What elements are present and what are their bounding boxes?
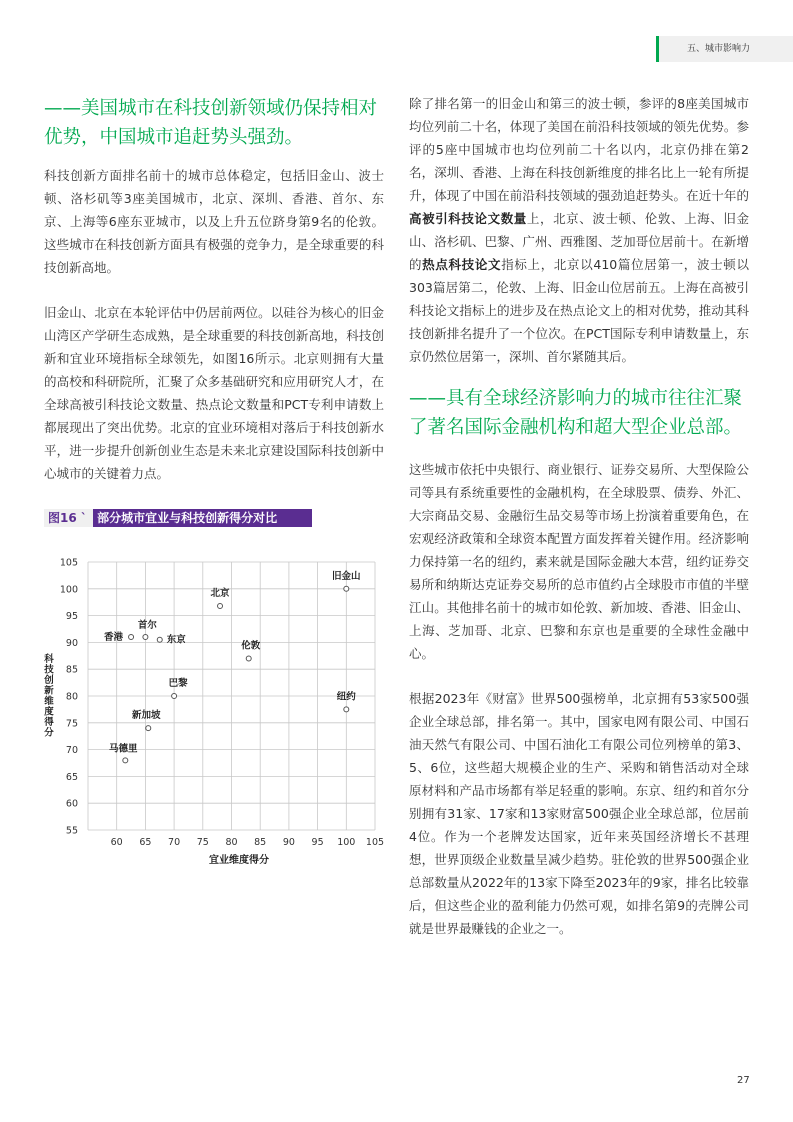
scatter-chart xyxy=(40,550,390,870)
data-point xyxy=(172,694,177,699)
x-tick-label: 90 xyxy=(282,837,295,848)
data-point xyxy=(146,726,151,731)
paragraph: 这些城市依托中央银行、商业银行、证券交易所、大型保险公司等具有系统重要性的金融机构，在全球股票、债券、外汇、大宗商品交易、金融衍生品交易等市场上扮演着重要角色，在宏观经济政策和全球资本配置方面发挥着关键作用。经济影响力保持第一名的纽约，素来就是国际金融大本营，纽约证券交易所和纳斯达克证券交易所的总市值约占全球股市市值的半壁江山。其他排名前十的城市如伦敦、新加坡、香港、旧金山、上海、芝加哥、北京、巴黎和东京也是重要的全球性金融中心。 xyxy=(409,462,749,661)
data-point xyxy=(344,707,349,712)
y-tick-label: 70 xyxy=(65,745,78,757)
data-point xyxy=(344,586,349,591)
point-label: 伦敦 xyxy=(241,640,261,652)
y-tick-label: 55 xyxy=(65,825,78,837)
y-tick-label: 85 xyxy=(65,664,78,676)
y-axis-label-char: 科 xyxy=(44,654,54,665)
data-point xyxy=(123,758,128,763)
y-axis-label-char: 分 xyxy=(44,727,54,739)
chart-grid xyxy=(88,562,375,830)
y-axis-label xyxy=(43,653,54,739)
point-label: 北京 xyxy=(210,587,230,599)
bold-term: 热点科技论文 xyxy=(422,257,502,272)
y-axis-label-char: 维 xyxy=(44,696,54,707)
y-tick-label: 75 xyxy=(65,718,78,730)
y-tick-label: 60 xyxy=(65,798,78,810)
data-point xyxy=(218,603,223,608)
y-tick-label: 95 xyxy=(65,611,78,623)
point-label: 新加坡 xyxy=(132,710,161,722)
page-number: 27 xyxy=(737,1075,750,1086)
figure-title: 部分城市宜业与科技创新得分对比 xyxy=(97,511,278,525)
right-column xyxy=(409,92,749,940)
x-tick-label: 80 xyxy=(225,837,238,848)
x-tick-label: 75 xyxy=(196,837,209,848)
data-point xyxy=(246,656,251,661)
y-tick-label: 100 xyxy=(59,584,78,596)
y-tick-label: 80 xyxy=(65,691,78,703)
section-heading-economy: ——具有全球经济影响力的城市往往汇聚了著名国际金融机构和超大型企业总部。 xyxy=(409,388,743,438)
y-axis-label-char: 创 xyxy=(44,675,54,686)
y-axis-label-char: 度 xyxy=(44,706,54,718)
paragraph: 旧金山、北京在本轮评估中仍居前两位。以硅谷为核心的旧金山湾区产学研生态成熟，是全球重要的科技创新高地，科技创新和宜业环境指标全球领先，如图16所示。北京则拥有大量的高校和科研院所，汇聚了众多基础研究和应用研究人才，在全球高被引科技论文数量、热点论文数量和PCT专利申请数上都展现出了突出优势。北京的宜业环境相对落后于科技创新水平，进一步提升创新创业生态是未来北京建设国际科技创新中心城市的关键着力点。 xyxy=(44,305,384,481)
x-tick-label: 100 xyxy=(337,837,356,848)
chart-points xyxy=(104,570,361,763)
point-label: 首尔 xyxy=(137,620,157,632)
point-label: 巴黎 xyxy=(168,678,188,689)
y-tick-label: 90 xyxy=(65,637,78,649)
x-tick-label: 65 xyxy=(139,837,152,848)
point-label: 东京 xyxy=(166,634,186,646)
point-label: 旧金山 xyxy=(332,570,361,582)
chart-ticks xyxy=(60,558,384,849)
x-tick-label: 85 xyxy=(254,837,267,848)
left-column xyxy=(44,94,384,485)
paragraph: 根据2023年《财富》世界500强榜单，北京拥有53家500强企业全球总部，排名第一。其中，国家电网有限公司、中国石油天然气有限公司、中国石油化工有限公司位列榜单的第3、5、6位，这些超大规模企业的生产、采购和销售活动对全球原材料和产品市场都有举足轻重的影响。东京、纽约和首尔分别拥有31家、17家和13家财富500强企业全球总部，位居前4位。作为一个老牌发达国家，近年来英国经济增长不甚理想，世界顶级企业数量呈减少趋势。驻伦敦的世界500强企业总部数量从2022年的13家下降至2023年的9家，排名比较靠后，但这些企业的盈利能力仍然可观，如排名第9的壳牌公司就是世界最赚钱的企业之一。 xyxy=(409,691,749,936)
x-tick-label: 105 xyxy=(365,837,385,848)
section-header: 五、城市影响力 xyxy=(656,36,793,62)
x-tick-label: 95 xyxy=(311,837,324,848)
paragraph: 除了排名第一的旧金山和第三的波士顿，参评的8座美国城市均位列前二十名，体现了美国在前沿科技领域的领先优势。参评的5座中国城市也均位列前二十名以内，北京仍排在第2名，深圳、香港、上海在科技创新维度的排名比上一轮有所提升，体现了中国在前沿科技领域的强劲追赶势头。在近十年的高被引科技论文数量上，北京、波士顿、伦敦、上海、旧金山、洛杉矶、巴黎、广州、西雅图、芝加哥位居前十。在新增的热点科技论文指标上，北京以410篇位居第一，波士顿以303篇居第二，伦敦、上海、旧金山位居前五。上海在高被引科技论文指标上的进步及在热点论文上的相对优势，推动其科技创新排名提升了一个位次。在PCT国际专利申请数量上，东京仍然位居第一，深圳、首尔紧随其后。 xyxy=(409,96,749,364)
x-tick-label: 70 xyxy=(168,837,181,848)
y-axis-label-char: 新 xyxy=(44,685,54,697)
data-point xyxy=(143,635,148,640)
point-label: 马德里 xyxy=(109,743,138,755)
paragraph: 科技创新方面排名前十的城市总体稳定，包括旧金山、波士顿、洛杉矶等3座美国城市，北京、深圳、香港、首尔、东京、上海等6座东亚城市，以及上升五位跻身第9名的伦敦。这些城市在科技创新方面具有极强的竞争力，是全球重要的科技创新高地。 xyxy=(44,168,384,275)
bold-term: 高被引科技论文数量 xyxy=(409,211,527,226)
point-label: 香港 xyxy=(104,632,124,644)
figure-caption xyxy=(44,509,312,527)
x-tick-label: 60 xyxy=(110,837,123,848)
x-axis-label: 宜业维度得分 xyxy=(209,855,269,866)
y-tick-label: 65 xyxy=(65,771,78,783)
section-heading-tech: ——美国城市在科技创新领域仍保持相对优势，中国城市追赶势头强劲。 xyxy=(44,98,378,148)
y-axis-label-char: 技 xyxy=(44,664,54,676)
y-axis-label-char: 得 xyxy=(44,717,54,728)
y-tick-label: 105 xyxy=(59,557,78,569)
figure-number: 图16 ` xyxy=(44,509,93,527)
point-label: 纽约 xyxy=(336,691,356,703)
data-point xyxy=(157,637,162,642)
data-point xyxy=(129,635,134,640)
